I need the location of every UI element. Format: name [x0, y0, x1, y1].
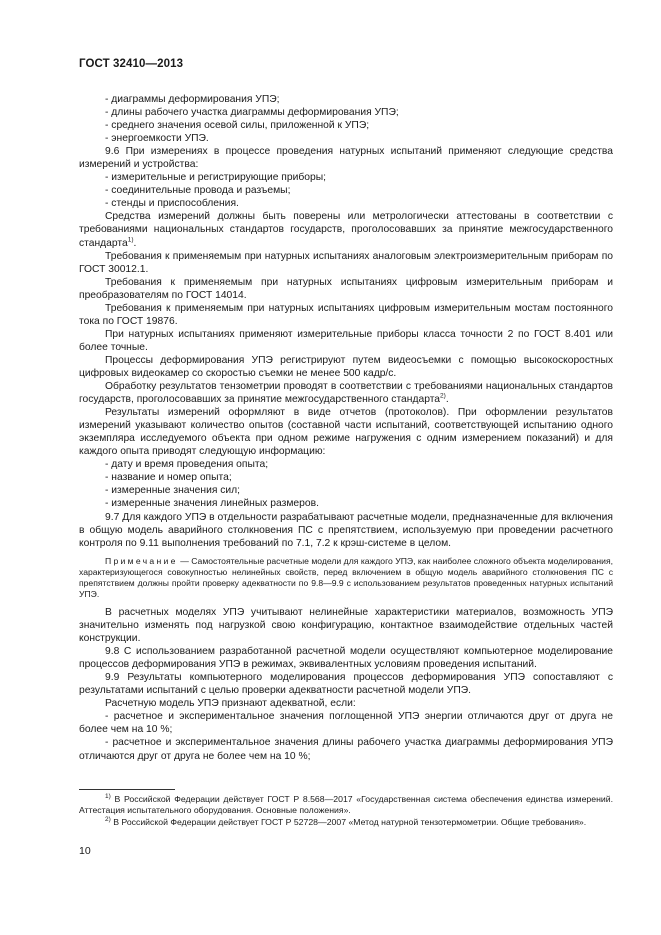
paragraph-text: — Самостоятельные расчетные модели для каждого УПЭ, как наиболее сложного объекта моделирования, характеризующегося совокупностью нелинейных свойств, перед включением в общую модель аварийного столкновения ПС с препятствием должны пройти проверку адекватности по 9.8—9.9 с использованием результатов проведенных натурных испытаний УПЭ.	[79, 555, 613, 599]
paragraph-tail: .	[445, 394, 449, 406]
body-paragraph	[79, 119, 613, 132]
paragraph-text: Требования к применяемым при натурных испытаниях аналоговым электроизмерительным приборам по ГОСТ 30012.1.	[79, 250, 613, 275]
body-paragraph	[79, 250, 613, 276]
paragraph-text: - среднего значения осевой силы, приложенной к УПЭ;	[105, 120, 370, 132]
paragraph-text: - измеренные значения сил;	[105, 485, 241, 497]
body-paragraph	[79, 354, 613, 380]
paragraph-text: - диаграммы деформирования УПЭ;	[105, 94, 280, 105]
body-paragraph	[79, 328, 613, 354]
body-paragraph	[79, 484, 613, 497]
footnote-text: В Российской Федерации действует ГОСТ Р 8.568—2017 «Государственная система обеспечения единства измерений. Аттестация испытательного оборудования. Основные положения».	[79, 794, 613, 816]
body-paragraph	[79, 736, 613, 762]
paragraph-text: - измерительные и регистрирующие приборы;	[105, 172, 326, 184]
document-body	[79, 93, 613, 763]
paragraph-text: - расчетное и экспериментальное значения поглощенной УПЭ энергии отличаются друг от друга не более чем на 10 %;	[79, 711, 613, 736]
body-paragraph	[79, 380, 613, 406]
paragraph-text: Требования к применяемым при натурных испытаниях цифровым измерительным приборам и преобразователям по ГОСТ 14014.	[79, 276, 613, 301]
body-paragraph	[79, 645, 613, 671]
paragraph-text: - стенды и приспособления.	[105, 198, 239, 210]
paragraph-text: В расчетных моделях УПЭ учитывают нелинейные характеристики материалов, возможность УПЭ значительно изменять под нагрузкой свою конфигурацию, контактное взаимодействие отдельных частей конструкции.	[79, 607, 613, 645]
body-paragraph	[79, 458, 613, 471]
paragraph-text: - название и номер опыта;	[105, 472, 232, 484]
paragraph-text: - измеренные значения линейных размеров.	[105, 498, 319, 510]
paragraph-text: - расчетное и экспериментальное значения длины рабочего участка диаграммы деформирования УПЭ отличаются друг от друга не более чем на 10 %;	[79, 737, 613, 762]
footnote-ref: 1)	[127, 236, 134, 244]
body-paragraph	[79, 671, 613, 697]
footnotes	[79, 794, 613, 830]
paragraph-text: - соединительные провода и разъемы;	[105, 185, 291, 197]
paragraph-text: Результаты измерений оформляют в виде отчетов (протоколов). При оформлении результатов измерений указывают количество опытов (составной части испытаний, соответствующей испытанию одного экземпляра исследуемого объекта при одном режиме нагружения с одним измерением показаний) и для каждого опыта приводят следующую информацию:	[79, 407, 613, 458]
body-paragraph	[79, 184, 613, 197]
paragraph-text: 9.9 Результаты компьютерного моделирования процессов деформирования УПЭ сопоставляют с результатами испытаний с целью проверки адекватности расчетной модели УПЭ.	[79, 672, 613, 697]
page-number: 10	[79, 845, 91, 857]
footnote-text: В Российской Федерации действует ГОСТ Р 52728—2007 «Метод натурной тензотермометрии. Общие требования».	[110, 817, 587, 828]
body-paragraph	[79, 710, 613, 736]
body-paragraph	[79, 132, 613, 145]
footnote	[79, 817, 613, 828]
body-paragraph	[79, 497, 613, 510]
paragraph-tail: .	[133, 237, 137, 249]
footnote-ref: 2)	[440, 392, 446, 400]
body-paragraph	[79, 511, 613, 550]
paragraph-text: 9.8 С использованием разработанной расчетной модели осуществляют компьютерное моделирование процессов деформирования УПЭ в режимах, эквивалентных условиям проведения испытаний.	[79, 646, 613, 671]
note-label: Примечание	[105, 555, 178, 566]
paragraph-text: 9.6 При измерениях в процессе проведения натурных испытаний применяют следующие средства измерений и устройства:	[79, 146, 613, 171]
body-paragraph	[79, 471, 613, 484]
footnote-mark: 2)	[105, 816, 111, 824]
paragraph-text: Средства измерений должны быть поверены или метрологически аттестованы в соответствии с требованиями национальных стандартов государств, проголосовавших за принятие межгосударственного стандарта	[79, 211, 613, 249]
body-paragraph	[79, 276, 613, 302]
paragraph-text: Процессы деформирования УПЭ регистрируют путем видеосъемки с помощью высокоскоростных цифровых видеокамер со скоростью съемки не менее 500 кадр/с.	[79, 354, 613, 379]
footnote	[79, 794, 613, 816]
body-paragraph	[79, 302, 613, 328]
paragraph-text: - длины рабочего участка диаграммы деформирования УПЭ;	[105, 107, 399, 119]
footnote-separator	[79, 789, 175, 790]
paragraph-text: Требования к применяемым при натурных испытаниях цифровым измерительным мостам постоянного тока по ГОСТ 19876.	[79, 302, 613, 327]
body-paragraph	[79, 145, 613, 171]
paragraph-text: - дату и время проведения опыта;	[105, 459, 269, 471]
body-paragraph	[79, 171, 613, 184]
note-paragraph	[79, 556, 613, 600]
paragraph-text: 9.7 Для каждого УПЭ в отдельности разрабатывают расчетные модели, предназначенные для включения в общую модель аварийного столкновения ПС с препятствием, используемую при проведении расчетного контроля по 9.11 выполнения требований по 7.1, 7.2 к крэш-системе в целом.	[79, 511, 613, 549]
paragraph-text: При натурных испытаниях применяют измерительные приборы класса точности 2 по ГОСТ 8.401 или более точные.	[79, 328, 613, 353]
body-paragraph	[79, 93, 613, 106]
document-header: ГОСТ 32410—2013	[79, 58, 184, 70]
body-paragraph	[79, 106, 613, 119]
paragraph-text: - энергоемкости УПЭ.	[105, 133, 209, 145]
body-paragraph	[79, 210, 613, 249]
body-paragraph	[79, 697, 613, 710]
body-paragraph	[79, 406, 613, 458]
body-paragraph	[79, 606, 613, 645]
footnote-mark: 1)	[105, 793, 111, 801]
paragraph-text: Обработку результатов тензометрии проводят в соответствии с требованиями национальных стандартов государств, проголосовавших за принятие межгосударственного стандарта	[79, 381, 613, 406]
body-paragraph	[79, 197, 613, 210]
paragraph-text: Расчетную модель УПЭ признают адекватной, если:	[105, 698, 356, 710]
